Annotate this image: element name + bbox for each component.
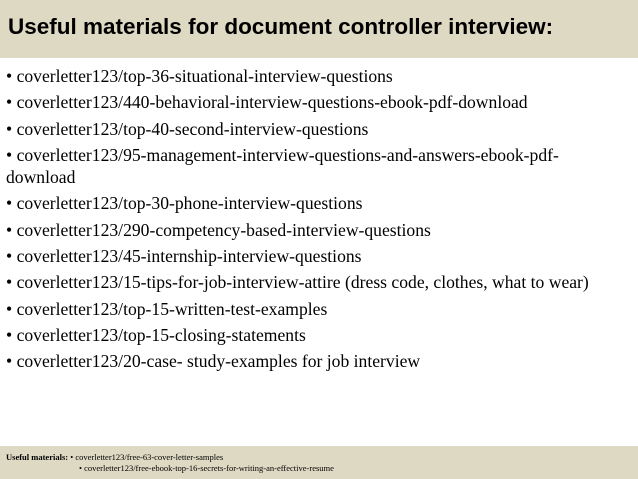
- list-item-text: coverletter123/440-behavioral-interview-questions-ebook-pdf-download: [16, 92, 528, 113]
- bullet: •: [6, 118, 13, 139]
- list-item[interactable]: [6, 144, 628, 189]
- materials-list: [6, 63, 628, 375]
- list-item[interactable]: [6, 217, 628, 243]
- list-item-text: coverletter123/top-30-phone-interview-questions: [16, 193, 363, 214]
- list-item-text: coverletter123/top-40-second-interview-questions: [16, 118, 369, 139]
- bullet: •: [6, 324, 13, 345]
- list-item-text: coverletter123/95-management-interview-questions-and-answers-ebook-pdf-download: [6, 144, 559, 188]
- footer-row: [6, 452, 223, 462]
- title-banner: [0, 0, 638, 58]
- bullet: •: [6, 298, 13, 319]
- bullet: •: [79, 463, 82, 473]
- bullet: •: [6, 144, 13, 165]
- list-item-text: coverletter123/top-15-written-test-examples: [16, 298, 328, 319]
- bullet: •: [6, 219, 13, 240]
- footer-bar: [0, 446, 638, 479]
- list-item[interactable]: [6, 63, 628, 89]
- footer-link[interactable]: coverletter123/free-63-cover-letter-samples: [75, 452, 224, 462]
- bullet: •: [6, 351, 13, 372]
- list-item-text: coverletter123/20-case- study-examples for job interview: [16, 351, 421, 372]
- list-item[interactable]: [6, 190, 628, 216]
- page-title: Useful materials for document controller interview:: [8, 14, 554, 39]
- bullet: •: [70, 452, 74, 462]
- list-item[interactable]: [6, 348, 628, 374]
- footer-row: [79, 463, 334, 473]
- footer-label: Useful materials:: [6, 452, 69, 462]
- list-item[interactable]: [6, 89, 628, 115]
- list-item[interactable]: [6, 116, 628, 142]
- list-item-text: coverletter123/15-tips-for-job-interview-attire (dress code, clothes, what to wear): [16, 272, 589, 293]
- list-item-text: coverletter123/top-36-situational-interview-questions: [16, 66, 393, 86]
- bullet: •: [6, 92, 13, 113]
- list-item[interactable]: [6, 243, 628, 269]
- list-item-text: coverletter123/45-internship-interview-questions: [16, 246, 362, 267]
- list-item-text: coverletter123/top-15-closing-statements: [16, 324, 306, 345]
- list-item[interactable]: [6, 322, 628, 348]
- list-item[interactable]: [6, 271, 628, 293]
- list-item-text: coverletter123/290-competency-based-interview-questions: [16, 219, 431, 240]
- footer-link[interactable]: coverletter123/free-ebook-top-16-secrets-for-writing-an-effective-resume: [84, 463, 334, 473]
- list-item[interactable]: [6, 296, 628, 322]
- bullet: •: [6, 193, 13, 214]
- bullet: •: [6, 272, 13, 293]
- bullet: •: [6, 246, 13, 267]
- bullet: •: [6, 66, 13, 86]
